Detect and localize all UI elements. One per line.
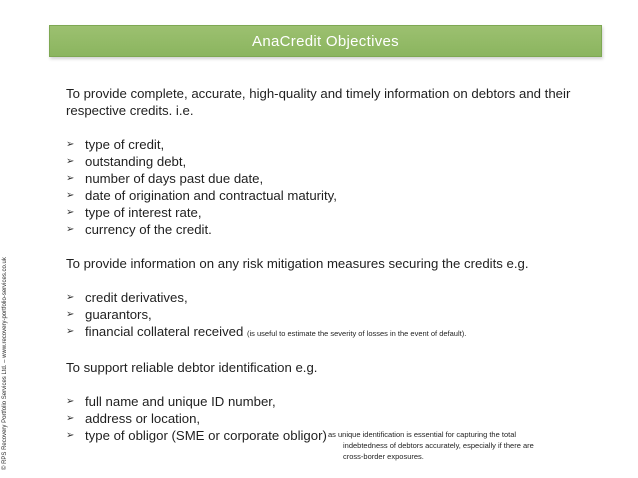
list-item: ➢ type of obligor (SME or corporate obligor) as unique identification is essential for capturing the total indebtedness of debtors accurately, especially if there are cross-border exposures. [66,427,596,444]
list-item: ➢ guarantors, [66,307,152,322]
list-item: ➢ credit derivatives, [66,290,188,305]
slide-title: AnaCredit Objectives [252,32,399,50]
list-item: ➢ number of days past due date, [66,171,264,186]
arrowhead-bullet-icon: ➢ [66,309,75,320]
section2-list [66,289,596,342]
section3-intro: To support reliable debtor identification e.g. [66,360,318,375]
title-bar [49,25,602,57]
section2-intro: To provide information on any risk mitigation measures securing the credits e.g. [66,256,529,271]
arrowhead-bullet-icon: ➢ [66,173,75,184]
copyright-credit: © RPS Recovery Portfolio Services Ltd. – www.recovery-portfolio-services.co.uk [2,257,8,470]
arrowhead-bullet-icon: ➢ [66,413,75,424]
arrowhead-bullet-icon: ➢ [66,292,75,303]
list-item: ➢ full name and unique ID number, [66,394,276,409]
section3-list [66,393,596,461]
list-item: ➢ date of origination and contractual maturity, [66,188,337,203]
slide-content [66,85,596,461]
list-item: ➢ currency of the credit. [66,222,212,237]
list-item: ➢ address or location, [66,411,201,426]
list-item: ➢ type of interest rate, [66,205,202,220]
arrowhead-bullet-icon: ➢ [66,139,75,150]
collateral-note: (is useful to estimate the severity of losses in the event of default). [247,329,467,338]
arrowhead-bullet-icon: ➢ [66,156,75,167]
obligor-note: as unique identification is essential for capturing the total indebtedness of debtors accurately, especially if there are cross-border exposures. [328,430,534,461]
arrowhead-bullet-icon: ➢ [66,190,75,201]
arrowhead-bullet-icon: ➢ [66,430,75,441]
section1-intro: To provide complete, accurate, high-quality and timely information on debtors and their respective credits. i.e. [66,86,571,118]
arrowhead-bullet-icon: ➢ [66,224,75,235]
list-item: ➢ type of credit, [66,137,165,152]
arrowhead-bullet-icon: ➢ [66,396,75,407]
list-item: ➢ financial collateral received (is useful to estimate the severity of losses in the event of default). [66,324,467,339]
arrowhead-bullet-icon: ➢ [66,326,75,337]
list-item: ➢ outstanding debt, [66,154,187,169]
arrowhead-bullet-icon: ➢ [66,207,75,218]
section1-list [66,136,596,238]
